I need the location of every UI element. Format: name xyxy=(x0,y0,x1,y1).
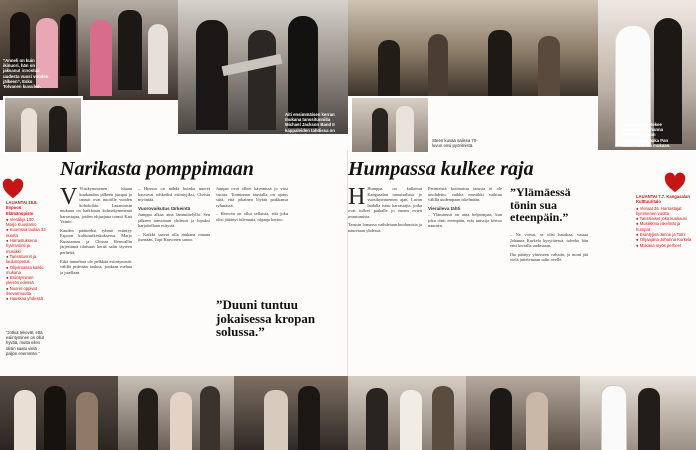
photo-mid-caption: Steen kuvaa salissa 70-luvun ensi pyörimistä. xyxy=(432,138,478,149)
photo-top-left-caption: ”Anneli on kuin ikinuori, hän on jaksanut innostua uudesta vuosi vuoden jälkeen”, Esko Tolvanen kuvailee. xyxy=(3,58,49,90)
photo-top-mid-caption: Aiti ensimmäisen kerran mukana tanssitunnilla Michael Jackson Band II kappaleiden tahdissa on aina hauskaa. xyxy=(285,112,335,138)
left-col-2-p2: Jumppa alkaa aina lämmittelyllä. Sen jälkeen tanssitaan yhdessä ja lopuksi harjoitellaan esitystä. xyxy=(138,212,210,229)
right-sidebar-item: ● Ohjaajana Johanna Kurkela xyxy=(636,237,692,243)
left-col-1-p2: Kauden päätteeksi ryhmä esiintyy Espoon kulttuurikeskuksessa. Marjo Kuustamon ja Christa Renwallin järjestämä tilaisuus kerää salin täyteen perheitä. xyxy=(60,227,132,256)
photo-bottom-left-caption: ”Jotkut tekevät, että esiintyminen on ollut hyvää, mutta eilen olisin saatu vielä paljon enemmän.” xyxy=(6,330,44,356)
right-col-1-p2: Tanssin lomassa vaihdetaan kuulumisia ja nauretaan yhdessä. xyxy=(348,222,422,233)
right-sidebar-item: ● Tanssiaiset joka kuukausi xyxy=(636,216,687,222)
left-sidebar-item: ● Kuorossa laulaa 33 nuorta xyxy=(6,227,46,238)
right-sidebar-item: ● Esiintyjinä Janne ja Tomi xyxy=(636,232,686,238)
right-pull-quote: ”Ylämäessä tönin sua eteenpäin.” xyxy=(510,185,571,225)
right-col-2 xyxy=(428,186,502,371)
left-sidebar-item: ● Vierailija 100. Marjo Kuustamo xyxy=(6,216,37,228)
left-sidebar-item: ● Harrastuksena hyvinvointi ja musiikki xyxy=(6,238,37,254)
left-col-2-p3: – Kaikki saavat olla mukana omana itsenään, Topi Karvonen sanoo. xyxy=(138,231,210,243)
heart-icon xyxy=(664,172,686,194)
photo-bottom-2 xyxy=(118,376,234,450)
left-col-2-p1: – Hienoa on nähdä kuinka nuoret kasvavat rohkeiksi esiintyjiksi, Christa myöntää. xyxy=(138,186,210,203)
left-sidebar-heading: LAUANTAI 18.8. Espoon Elämänopisto xyxy=(6,200,38,216)
left-col-1 xyxy=(60,186,132,371)
left-col-3 xyxy=(216,186,288,286)
right-sidebar-item: ● Musiikkina iskelmät ja humpat xyxy=(636,221,681,232)
left-col-2 xyxy=(138,186,210,371)
left-col-1-p1: Viisikymmenen hitaan kuukauden jälkeen jumpat ja tanssit ovat nuorille vuoden kohokohta. Lauantaisin mukana on kaikkiaan kolmekymmentä harrastajaa, joiden ohjaajana toimii Kati Vainio. xyxy=(60,186,132,225)
left-sidebar-item: ● Tanssitunnit ja laulunopetus xyxy=(6,253,37,265)
drop-cap: H xyxy=(348,186,366,210)
right-sidebar-item: ● Vieraat 36. Harrastajat kymmenen vuotta xyxy=(636,205,682,216)
photo-bottom-5 xyxy=(466,376,580,450)
right-col-1 xyxy=(348,186,422,371)
right-col-1-p1: Humppa on kulkenut Kangasalan tanssisalissa jo vuosikymmenten ajan. Lavan laidalla istuu harrastajia, jotka ovat tulleet paikalle jo ennen ovien avautumista. xyxy=(348,186,422,219)
left-col-2-subheading: Vuorovaikutus tärkeintä xyxy=(138,205,191,211)
photo-bottom-6 xyxy=(580,376,696,450)
right-col-3-p1: – Ne voivat, se olisi hauskaa, vastaa Johanna Kurkela kysyttäessä, tuleeko hän ensi kerralla uudestaan. xyxy=(510,232,588,249)
left-sidebar-item: ● Hauskaa yhdessä xyxy=(6,296,43,302)
right-col-2-subheading: Vieraileva tähti xyxy=(428,205,461,211)
gutter xyxy=(347,150,348,376)
drop-cap: V xyxy=(60,186,78,210)
photo-top-mid-inset xyxy=(350,96,430,154)
right-col-3-p2: Ilta päättyy yhteiseen valssiin, ja moni jää vielä juttelemaan salin ovelle. xyxy=(510,251,588,263)
right-sidebar-heading: LAUANTAI 7.7. Kangasalan Kulttuuritalo xyxy=(636,194,690,205)
left-sidebar-item: ● Nuoret oppivat itsevarmuutta xyxy=(6,285,37,297)
left-page-title: Narikasta pomppimaan xyxy=(60,158,254,180)
photo-top-right xyxy=(348,0,598,96)
photo-bottom-4 xyxy=(348,376,466,450)
left-col-1-p3: Eikä tunnelma ole pelkkää esiintymistä: välillä pidetään taukoa, juodaan mehua ja jutellaan. xyxy=(60,258,132,275)
left-pull-quote: ”Duuni tuntuu jokaisessa kropan solussa.” xyxy=(216,297,316,340)
photo-bottom-1 xyxy=(0,376,118,450)
photo-top-left-2 xyxy=(78,0,178,100)
photo-right-mid-caption: Nuori hääpari tekee taikakuvan Johanna Kurkelan ja Alan ohjaaman Isbaaka Pan Cafen huomen mukaan. xyxy=(622,122,671,148)
right-col-3 xyxy=(510,232,588,372)
left-col-3-p1: Jumpat ovat olleet käynnissä jo viisi vuotta. Toiminnan taustalla on ajatus siitä, että jokainen löytää paikkansa ryhmässä. xyxy=(216,186,288,208)
heart-icon xyxy=(2,178,24,200)
right-col-2-p2: – Ylämäessä on aina helpompaa, kun joku tönii eteenpäin, eräs tanssija kertoo nauraen. xyxy=(428,212,502,229)
left-sidebar-item: ● Esiintyminen yleisön edessä xyxy=(6,275,34,286)
right-page-title: Humpassa kulkee raja xyxy=(348,158,534,180)
left-sidebar-item: ● Ohjelmassa kaikki mukana xyxy=(6,264,44,275)
right-sidebar-item: ● Mukana myös perheet xyxy=(636,242,682,248)
right-sidebar xyxy=(636,194,692,354)
left-col-3-p2: – Harvoin on ollut sellaista, että joku olisi jättänyt tulematta, ohjaaja kertoo. xyxy=(216,211,288,222)
photo-bottom-3 xyxy=(234,376,348,450)
right-col-2-p1: Perinteistä kotimaista tanssia ei ole unohdettu, vaikka musiikki vaihtuu välillä uudempaan iskelmään. xyxy=(428,186,502,203)
photo-top-left-inset xyxy=(3,96,83,154)
left-sidebar xyxy=(6,200,46,315)
